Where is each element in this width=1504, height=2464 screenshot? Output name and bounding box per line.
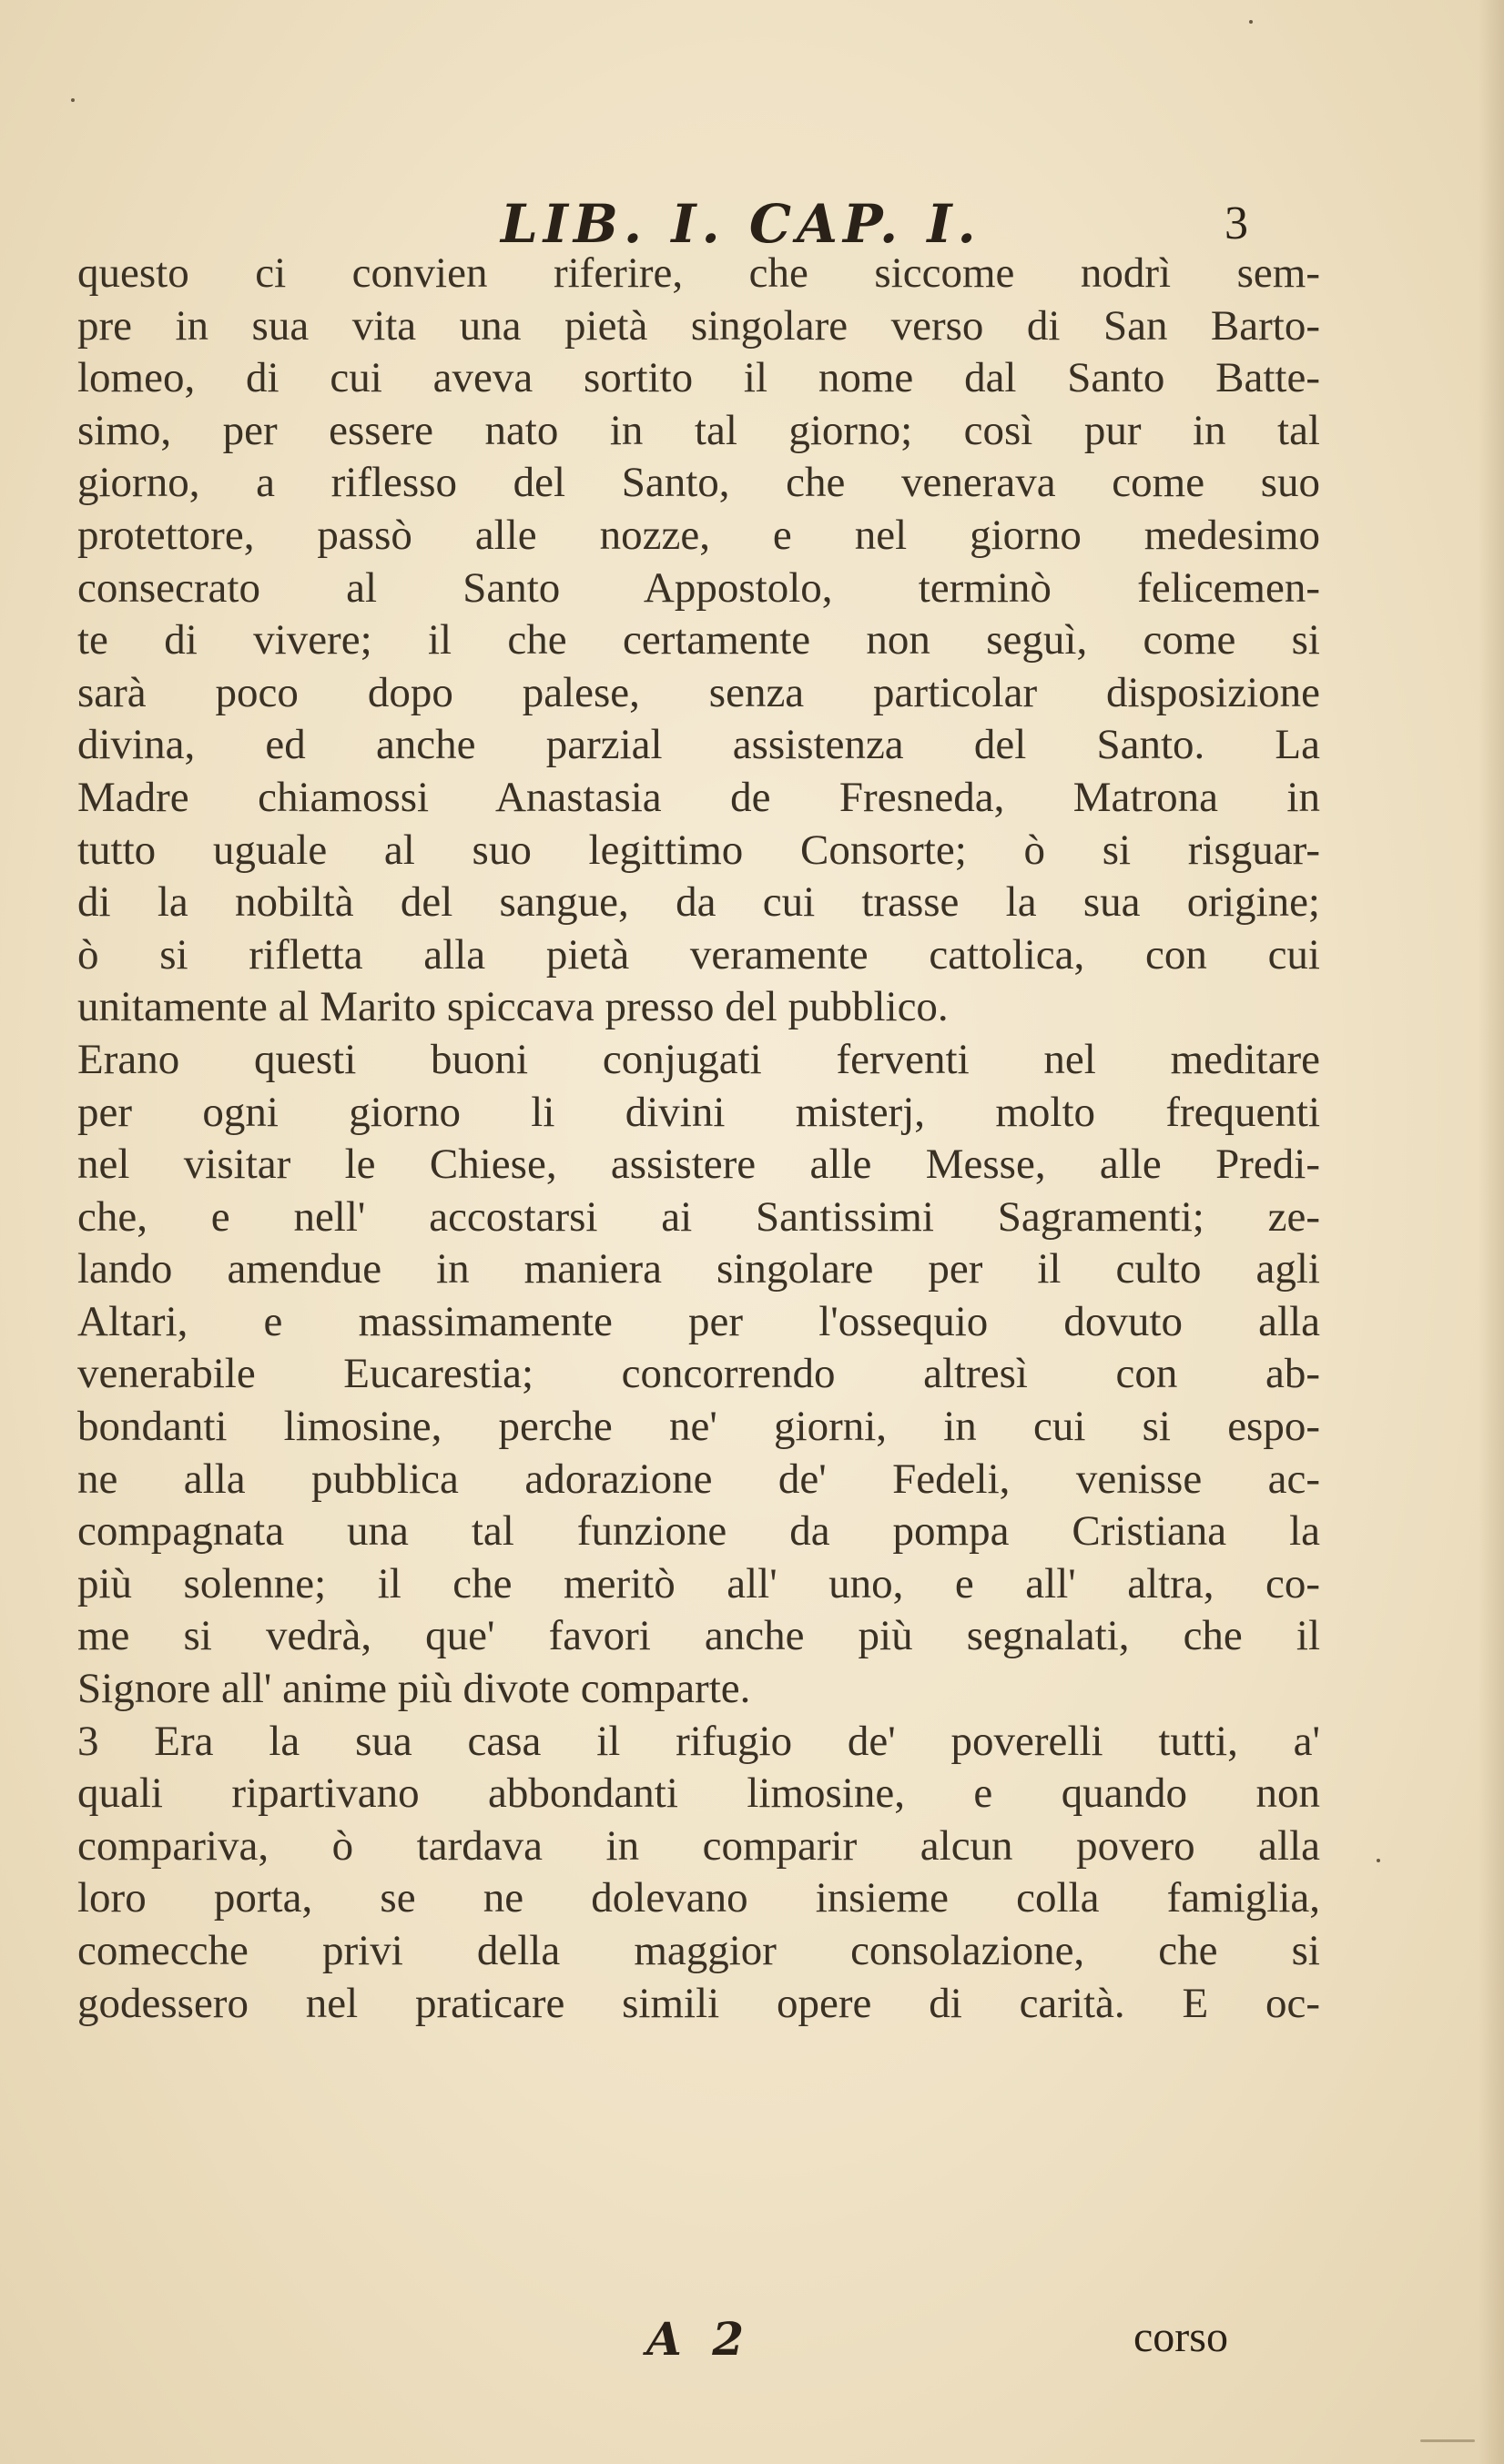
text-line: quali ripartivano abbondanti limosine, e quando non xyxy=(77,1769,1320,1818)
text-line: questo ci convien riferire, che siccome nodrì sem- xyxy=(77,249,1320,297)
text-line: te di vivere; il che certamente non seguì, come si xyxy=(77,616,1320,664)
ink-speck xyxy=(71,98,75,102)
page-edge-shadow xyxy=(1479,0,1504,2464)
text-line: Erano questi buoni conjugati ferventi nel meditare xyxy=(77,1035,1320,1083)
text-line: compagnata una tal funzione da pompa Cristiana la xyxy=(77,1507,1320,1556)
text-line: comecche privi della maggior consolazione, che si xyxy=(77,1927,1320,1974)
text-line: ò si rifletta alla pietà veramente cattolica, con cui xyxy=(77,930,1320,979)
ink-speck xyxy=(1249,20,1253,24)
text-line: Madre chiamossi Anastasia de Fresneda, Matrona in xyxy=(77,773,1320,821)
text-line: godessero nel praticare simili opere di carità. E oc- xyxy=(77,1979,1320,2027)
text-line: pre in sua vita una pietà singolare verso di San Barto- xyxy=(77,301,1320,350)
text-line: che, e nell' accostarsi ai Santissimi Sagramenti; ze- xyxy=(77,1192,1320,1241)
ink-speck xyxy=(1377,1859,1380,1862)
text-line: nel visitar le Chiese, assistere alle Messe, alle Predi- xyxy=(77,1141,1320,1189)
text-line: lomeo, di cui aveva sortito il nome dal Santo Batte- xyxy=(77,354,1320,402)
paper-mark xyxy=(1420,2439,1475,2442)
page-number: 3 xyxy=(1225,198,1248,249)
text-line: tutto uguale al suo legittimo Consorte; ò si risguar- xyxy=(77,826,1320,874)
body-text xyxy=(77,248,1320,2030)
text-line: protettore, passò alle nozze, e nel giorno medesimo xyxy=(77,511,1320,559)
text-line: compariva, ò tardava in comparir alcun povero alla xyxy=(77,1821,1320,1870)
text-line: divina, ed anche parzial assistenza del Santo. La xyxy=(77,721,1320,769)
text-line: sarà poco dopo palese, senza particolar disposizione xyxy=(77,668,1320,716)
text-line: simo, per essere nato in tal giorno; così pur in tal xyxy=(77,406,1320,454)
text-line: venerabile Eucarestia; concorrendo altresì con ab- xyxy=(77,1350,1320,1398)
text-line: ne alla pubblica adorazione de' Fedeli, venisse ac- xyxy=(77,1455,1320,1503)
paragraph-end-line: unitamente al Marito spiccava presso del pubblico. xyxy=(77,983,949,1031)
text-line: consecrato al Santo Appostolo, terminò felicemen- xyxy=(77,563,1320,612)
text-line: Altari, e massimamente per l'ossequio dovuto alla xyxy=(77,1297,1320,1345)
text-line: più solenne; il che meritò all' uno, e all' altra, co- xyxy=(77,1559,1320,1607)
text-line: lando amendue in maniera singolare per il culto agli xyxy=(77,1245,1320,1293)
text-line: me si vedrà, que' favori anche più segnalati, che il xyxy=(77,1612,1320,1660)
text-line: giorno, a riflesso del Santo, che venerava come suo xyxy=(77,459,1320,507)
running-head: LIB. I. CAP. I. xyxy=(501,193,981,255)
text-line: di la nobiltà del sangue, da cui trasse la sua origine; xyxy=(77,878,1320,927)
paragraph-start-line: 3 Era la sua casa il rifugio de' poverelli tutti, a' xyxy=(77,1717,1320,1765)
page-footer xyxy=(77,2312,1320,2376)
signature-mark: A 2 xyxy=(646,2312,751,2366)
text-line: per ogni giorno li divini misterj, molto frequenti xyxy=(77,1088,1320,1136)
text-line: loro porta, se ne dolevano insieme colla famiglia, xyxy=(77,1874,1320,1922)
text-line: bondanti limosine, perche ne' giorni, in cui si espo- xyxy=(77,1403,1320,1451)
paragraph-end-line: Signore all' anime più divote comparte. xyxy=(77,1665,751,1713)
catchword: corso xyxy=(1133,2313,1228,2361)
